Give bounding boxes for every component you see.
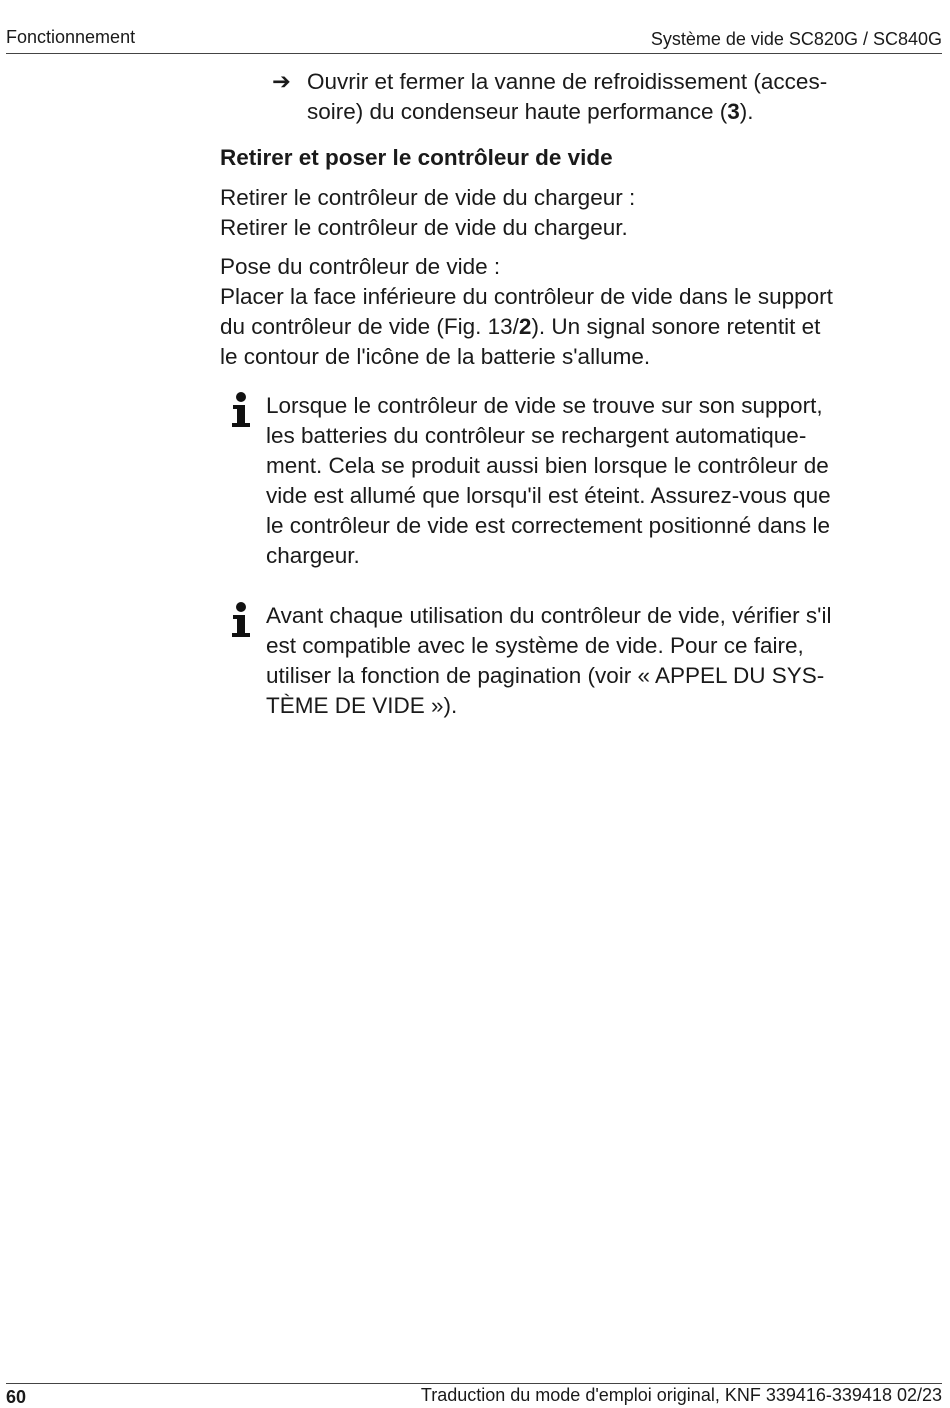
section-heading: Retirer et poser le contrôleur de vide [220,145,613,170]
info-note-charging [220,391,930,571]
paragraph-install-line-2: Placer la face inférieure du contrôleur de vide dans le support [220,284,833,309]
note-line: Lorsque le contrôleur de vide se trouve sur son support, [266,393,823,418]
arrow-right-icon: ➔ [272,69,291,94]
action-step-line-2 [307,97,930,127]
note-line: TÈME DE VIDE »). [266,693,458,718]
info-note-compatibility [220,601,930,721]
paragraph-install [220,252,930,372]
action-step-line-2-text: soire) du condenseur haute performance ( [307,99,728,124]
note-line: utiliser la fonction de pagination (voir « APPEL DU SYS- [266,663,825,688]
paragraph-install-line-3-end: ). Un signal sonore retentit et [531,314,821,339]
note-line: le contrôleur de vide est correctement positionné dans le [266,513,831,538]
action-step-line-2-end: ). [739,99,754,124]
figure-ref-number: 2 [518,314,532,339]
footer-document-reference: Traduction du mode d'emploi original, KNF 339416-339418 02/23 [420,1385,942,1405]
paragraph-remove-line-2: Retirer le contrôleur de vide du chargeur. [220,215,628,240]
info-icon [231,602,251,638]
info-icon [231,392,251,428]
page-number: 60 [6,1387,27,1407]
action-step [220,67,930,127]
note-line: Avant chaque utilisation du contrôleur de vide, vérifier s'il [266,603,832,628]
note-line: ment. Cela se produit aussi bien lorsque le contrôleur de [266,453,829,478]
note-line: vide est allumé que lorsqu'il est éteint. Assurez-vous que [266,483,831,508]
note-line: chargeur. [266,543,360,568]
action-step-ref-number: 3 [727,99,740,124]
action-step-line-1: Ouvrir et fermer la vanne de refroidissement (acces- [307,69,828,94]
paragraph-install-line-1: Pose du contrôleur de vide : [220,254,501,279]
paragraph-remove [220,183,930,243]
paragraph-install-line-4: le contour de l'icône de la batterie s'allume. [220,344,651,369]
page-content [220,67,930,721]
header-product-title: Système de vide SC820G / SC840G [650,29,942,49]
page-header [6,27,942,54]
paragraph-install-line-3-text: du contrôleur de vide (Fig. 13/ [220,314,519,339]
header-section-title: Fonctionnement [6,27,136,47]
page-footer [6,1383,942,1406]
note-line: les batteries du contrôleur se rechargent automatique- [266,423,807,448]
paragraph-remove-line-1: Retirer le contrôleur de vide du chargeur : [220,185,636,210]
note-line: est compatible avec le système de vide. Pour ce faire, [266,633,804,658]
paragraph-install-line-3 [220,312,930,342]
